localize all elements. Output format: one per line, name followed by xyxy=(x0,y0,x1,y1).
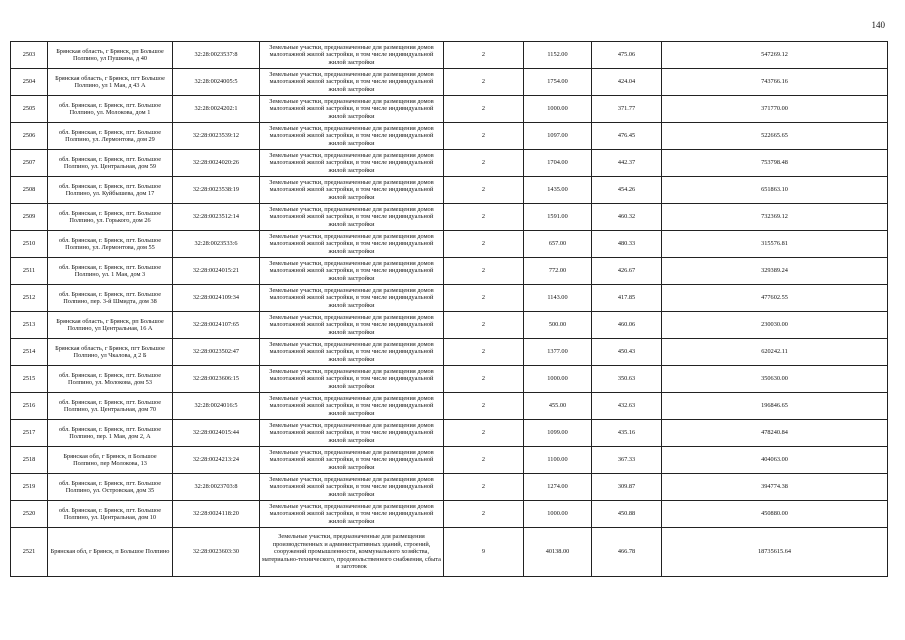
address-cell: обл. Брянская, г. Брянск, пгт. Большое Полпино, ул. Молокова, дом 53 xyxy=(48,366,173,393)
table-row xyxy=(11,231,888,258)
row-number-cell: 2517 xyxy=(11,420,48,447)
table-row xyxy=(11,177,888,204)
specific-value-cell: 460.06 xyxy=(592,312,662,339)
table-row xyxy=(11,501,888,528)
land-use-purpose-cell: Земельные участки, предназначенные для размещения домов малоэтажной жилой застройки, в том числе индивидуальной жилой застройки xyxy=(260,447,444,474)
land-registry-table xyxy=(10,41,888,577)
cadastral-value-cell: 350630.00 xyxy=(662,366,888,393)
table-row xyxy=(11,258,888,285)
cadastral-value-cell: 18735615.64 xyxy=(662,528,888,577)
address-cell: обл. Брянская, г. Брянск, пгт. Большое Полпино, ул. Центральная, дом 70 xyxy=(48,393,173,420)
table-row xyxy=(11,474,888,501)
table-row xyxy=(11,528,888,577)
area-cell: 1097.00 xyxy=(524,123,592,150)
zone-cell: 2 xyxy=(444,393,524,420)
cadastral-value-cell: 620242.11 xyxy=(662,339,888,366)
row-number-cell: 2520 xyxy=(11,501,48,528)
address-cell: обл. Брянская, г. Брянск, пгт. Большое Полпино, ул. Горького, дом 26 xyxy=(48,204,173,231)
area-cell: 1000.00 xyxy=(524,96,592,123)
area-cell: 500.00 xyxy=(524,312,592,339)
cadastral-value-cell: 477602.55 xyxy=(662,285,888,312)
row-number-cell: 2516 xyxy=(11,393,48,420)
land-use-purpose-cell: Земельные участки, предназначенные для размещения домов малоэтажной жилой застройки, в том числе индивидуальной жилой застройки xyxy=(260,231,444,258)
cadastral-number-cell: 32:28:0024015:44 xyxy=(173,420,260,447)
zone-cell: 2 xyxy=(444,204,524,231)
cadastral-value-cell: 329389.24 xyxy=(662,258,888,285)
cadastral-number-cell: 32:28:0024107:65 xyxy=(173,312,260,339)
row-number-cell: 2507 xyxy=(11,150,48,177)
specific-value-cell: 350.63 xyxy=(592,366,662,393)
zone-cell: 2 xyxy=(444,420,524,447)
specific-value-cell: 309.87 xyxy=(592,474,662,501)
land-use-purpose-cell: Земельные участки, предназначенные для размещения домов малоэтажной жилой застройки, в том числе индивидуальной жилой застройки xyxy=(260,258,444,285)
address-cell: обл. Брянская, г. Брянск, пгт. Большое Полпино, ул. Островская, дом 35 xyxy=(48,474,173,501)
land-use-purpose-cell: Земельные участки, предназначенные для размещения домов малоэтажной жилой застройки, в том числе индивидуальной жилой застройки xyxy=(260,285,444,312)
address-cell: Брянская обл, г Брянск, п Большое Полпино, пер Молокова, 13 xyxy=(48,447,173,474)
cadastral-value-cell: 651863.10 xyxy=(662,177,888,204)
address-cell: Брянская обл, г Брянск, п Большое Полпино xyxy=(48,528,173,577)
cadastral-number-cell: 32:28:0023502:47 xyxy=(173,339,260,366)
area-cell: 1591.00 xyxy=(524,204,592,231)
land-use-purpose-cell: Земельные участки, предназначенные для размещения домов малоэтажной жилой застройки, в том числе индивидуальной жилой застройки xyxy=(260,150,444,177)
table-row xyxy=(11,312,888,339)
table-row xyxy=(11,393,888,420)
zone-cell: 2 xyxy=(444,69,524,96)
zone-cell: 2 xyxy=(444,123,524,150)
row-number-cell: 2510 xyxy=(11,231,48,258)
cadastral-value-cell: 753798.48 xyxy=(662,150,888,177)
land-use-purpose-cell: Земельные участки, предназначенные для размещения домов малоэтажной жилой застройки, в том числе индивидуальной жилой застройки xyxy=(260,177,444,204)
land-use-purpose-cell: Земельные участки, предназначенные для размещения домов малоэтажной жилой застройки, в том числе индивидуальной жилой застройки xyxy=(260,96,444,123)
table-row xyxy=(11,420,888,447)
zone-cell: 2 xyxy=(444,231,524,258)
zone-cell: 2 xyxy=(444,42,524,69)
address-cell: Брянская область, г Брянск, пгт Большое Полпино, ул 1 Мая, д 43 А xyxy=(48,69,173,96)
specific-value-cell: 371.77 xyxy=(592,96,662,123)
cadastral-value-cell: 196846.65 xyxy=(662,393,888,420)
specific-value-cell: 442.37 xyxy=(592,150,662,177)
address-cell: обл. Брянская, г. Брянск, пгт. Большое Полпино, ул. 1 Мая, дом 3 xyxy=(48,258,173,285)
area-cell: 40138.00 xyxy=(524,528,592,577)
zone-cell: 2 xyxy=(444,285,524,312)
address-cell: Брянская область, г Брянск, рп Большое Полпино, ул Пушкина, д 40 xyxy=(48,42,173,69)
row-number-cell: 2515 xyxy=(11,366,48,393)
specific-value-cell: 454.26 xyxy=(592,177,662,204)
zone-cell: 2 xyxy=(444,96,524,123)
zone-cell: 2 xyxy=(444,339,524,366)
zone-cell: 2 xyxy=(444,366,524,393)
row-number-cell: 2514 xyxy=(11,339,48,366)
area-cell: 772.00 xyxy=(524,258,592,285)
zone-cell: 2 xyxy=(444,150,524,177)
area-cell: 1754.00 xyxy=(524,69,592,96)
zone-cell: 2 xyxy=(444,447,524,474)
row-number-cell: 2506 xyxy=(11,123,48,150)
row-number-cell: 2513 xyxy=(11,312,48,339)
specific-value-cell: 426.67 xyxy=(592,258,662,285)
specific-value-cell: 435.16 xyxy=(592,420,662,447)
cadastral-number-cell: 32:28:0023603:30 xyxy=(173,528,260,577)
cadastral-value-cell: 732369.12 xyxy=(662,204,888,231)
cadastral-number-cell: 32:28:0023537:8 xyxy=(173,42,260,69)
area-cell: 1000.00 xyxy=(524,366,592,393)
address-cell: обл. Брянская, г. Брянск, пгт. Большое Полпино, ул. Центральная, дом 10 xyxy=(48,501,173,528)
cadastral-number-cell: 32:28:0023606:15 xyxy=(173,366,260,393)
table-body xyxy=(11,42,888,577)
land-use-purpose-cell: Земельные участки, предназначенные для размещения домов малоэтажной жилой застройки, в том числе индивидуальной жилой застройки xyxy=(260,123,444,150)
land-use-purpose-cell: Земельные участки, предназначенные для размещения домов малоэтажной жилой застройки, в том числе индивидуальной жилой застройки xyxy=(260,312,444,339)
address-cell: обл. Брянская, г. Брянск, пгт. Большое Полпино, ул. Молокова, дом 1 xyxy=(48,96,173,123)
row-number-cell: 2508 xyxy=(11,177,48,204)
specific-value-cell: 424.04 xyxy=(592,69,662,96)
zone-cell: 2 xyxy=(444,177,524,204)
cadastral-number-cell: 32:28:0023533:6 xyxy=(173,231,260,258)
specific-value-cell: 476.45 xyxy=(592,123,662,150)
address-cell: Брянская область, г Брянск, рп Большое Полпино, ул Центральная, 16 А xyxy=(48,312,173,339)
address-cell: обл. Брянская, г. Брянск, пгт. Большое Полпино, ул. Лермонтова, дом 29 xyxy=(48,123,173,150)
land-use-purpose-cell: Земельные участки, предназначенные для размещения домов малоэтажной жилой застройки, в том числе индивидуальной жилой застройки xyxy=(260,474,444,501)
table-row xyxy=(11,366,888,393)
cadastral-value-cell: 522665.65 xyxy=(662,123,888,150)
land-use-purpose-cell: Земельные участки, предназначенные для размещения домов малоэтажной жилой застройки, в том числе индивидуальной жилой застройки xyxy=(260,501,444,528)
zone-cell: 9 xyxy=(444,528,524,577)
area-cell: 1143.00 xyxy=(524,285,592,312)
specific-value-cell: 367.33 xyxy=(592,447,662,474)
page-number: 140 xyxy=(871,20,885,30)
specific-value-cell: 480.33 xyxy=(592,231,662,258)
address-cell: Брянская область, г Брянск, пгт Большое Полпино, ул Чкалова, д 2 Б xyxy=(48,339,173,366)
area-cell: 1274.00 xyxy=(524,474,592,501)
area-cell: 1152.00 xyxy=(524,42,592,69)
address-cell: обл. Брянская, г. Брянск, пгт. Большое Полпино, ул. Лермонтова, дом 55 xyxy=(48,231,173,258)
specific-value-cell: 450.43 xyxy=(592,339,662,366)
cadastral-number-cell: 32:28:0024213:24 xyxy=(173,447,260,474)
row-number-cell: 2504 xyxy=(11,69,48,96)
cadastral-value-cell: 315576.81 xyxy=(662,231,888,258)
cadastral-value-cell: 478240.84 xyxy=(662,420,888,447)
land-use-purpose-cell: Земельные участки, предназначенные для размещения домов малоэтажной жилой застройки, в том числе индивидуальной жилой застройки xyxy=(260,339,444,366)
zone-cell: 2 xyxy=(444,312,524,339)
cadastral-number-cell: 32:28:0024118:20 xyxy=(173,501,260,528)
area-cell: 1377.00 xyxy=(524,339,592,366)
area-cell: 455.00 xyxy=(524,393,592,420)
land-use-purpose-cell: Земельные участки, предназначенные для размещения домов малоэтажной жилой застройки, в том числе индивидуальной жилой застройки xyxy=(260,204,444,231)
cadastral-number-cell: 32:28:0024020:26 xyxy=(173,150,260,177)
area-cell: 657.00 xyxy=(524,231,592,258)
address-cell: обл. Брянская, г. Брянск, пгт. Большое Полпино, пер. 3-й Шмидта, дом 38 xyxy=(48,285,173,312)
cadastral-value-cell: 394774.38 xyxy=(662,474,888,501)
cadastral-number-cell: 32:28:0023538:19 xyxy=(173,177,260,204)
area-cell: 1099.00 xyxy=(524,420,592,447)
area-cell: 1100.00 xyxy=(524,447,592,474)
area-cell: 1000.00 xyxy=(524,501,592,528)
cadastral-number-cell: 32:28:0024109:34 xyxy=(173,285,260,312)
land-use-purpose-cell: Земельные участки, предназначенные для размещения домов малоэтажной жилой застройки, в том числе индивидуальной жилой застройки xyxy=(260,42,444,69)
row-number-cell: 2503 xyxy=(11,42,48,69)
row-number-cell: 2512 xyxy=(11,285,48,312)
area-cell: 1435.00 xyxy=(524,177,592,204)
table-row xyxy=(11,123,888,150)
specific-value-cell: 432.63 xyxy=(592,393,662,420)
specific-value-cell: 460.32 xyxy=(592,204,662,231)
table-row xyxy=(11,150,888,177)
cadastral-value-cell: 371770.00 xyxy=(662,96,888,123)
cadastral-number-cell: 32:28:0023703:8 xyxy=(173,474,260,501)
cadastral-value-cell: 547269.12 xyxy=(662,42,888,69)
specific-value-cell: 475.06 xyxy=(592,42,662,69)
cadastral-number-cell: 32:28:0024202:1 xyxy=(173,96,260,123)
cadastral-number-cell: 32:28:0024005:5 xyxy=(173,69,260,96)
row-number-cell: 2518 xyxy=(11,447,48,474)
specific-value-cell: 450.88 xyxy=(592,501,662,528)
row-number-cell: 2511 xyxy=(11,258,48,285)
table-row xyxy=(11,285,888,312)
cadastral-number-cell: 32:28:0024015:21 xyxy=(173,258,260,285)
cadastral-value-cell: 230030.00 xyxy=(662,312,888,339)
address-cell: обл. Брянская, г. Брянск, пгт. Большое Полпино, пер. 1 Мая, дом 2, А xyxy=(48,420,173,447)
zone-cell: 2 xyxy=(444,258,524,285)
land-use-purpose-cell: Земельные участки, предназначенные для размещения домов малоэтажной жилой застройки, в том числе индивидуальной жилой застройки xyxy=(260,393,444,420)
row-number-cell: 2509 xyxy=(11,204,48,231)
table-row xyxy=(11,69,888,96)
row-number-cell: 2505 xyxy=(11,96,48,123)
table-row xyxy=(11,339,888,366)
table-row xyxy=(11,96,888,123)
row-number-cell: 2519 xyxy=(11,474,48,501)
land-use-purpose-cell: Земельные участки, предназначенные для размещения производственных и административных зданий, строений, сооружений промышленности, коммунального хозяйства, материально-технического, продовольственного снабжения, сбыта и заготовок xyxy=(260,528,444,577)
specific-value-cell: 417.85 xyxy=(592,285,662,312)
zone-cell: 2 xyxy=(444,501,524,528)
area-cell: 1704.00 xyxy=(524,150,592,177)
cadastral-value-cell: 450880.00 xyxy=(662,501,888,528)
table-row xyxy=(11,447,888,474)
land-use-purpose-cell: Земельные участки, предназначенные для размещения домов малоэтажной жилой застройки, в том числе индивидуальной жилой застройки xyxy=(260,366,444,393)
cadastral-value-cell: 743766.16 xyxy=(662,69,888,96)
cadastral-value-cell: 404063.00 xyxy=(662,447,888,474)
cadastral-number-cell: 32:28:0023512:14 xyxy=(173,204,260,231)
land-use-purpose-cell: Земельные участки, предназначенные для размещения домов малоэтажной жилой застройки, в том числе индивидуальной жилой застройки xyxy=(260,69,444,96)
cadastral-number-cell: 32:28:0024016:5 xyxy=(173,393,260,420)
specific-value-cell: 466.78 xyxy=(592,528,662,577)
zone-cell: 2 xyxy=(444,474,524,501)
row-number-cell: 2521 xyxy=(11,528,48,577)
table-row xyxy=(11,42,888,69)
address-cell: обл. Брянская, г. Брянск, пгт. Большое Полпино, ул. Куйбышева, дом 17 xyxy=(48,177,173,204)
table-row xyxy=(11,204,888,231)
cadastral-number-cell: 32:28:0023539:12 xyxy=(173,123,260,150)
land-use-purpose-cell: Земельные участки, предназначенные для размещения домов малоэтажной жилой застройки, в том числе индивидуальной жилой застройки xyxy=(260,420,444,447)
address-cell: обл. Брянская, г. Брянск, пгт. Большое Полпино, ул. Центральная, дом 59 xyxy=(48,150,173,177)
